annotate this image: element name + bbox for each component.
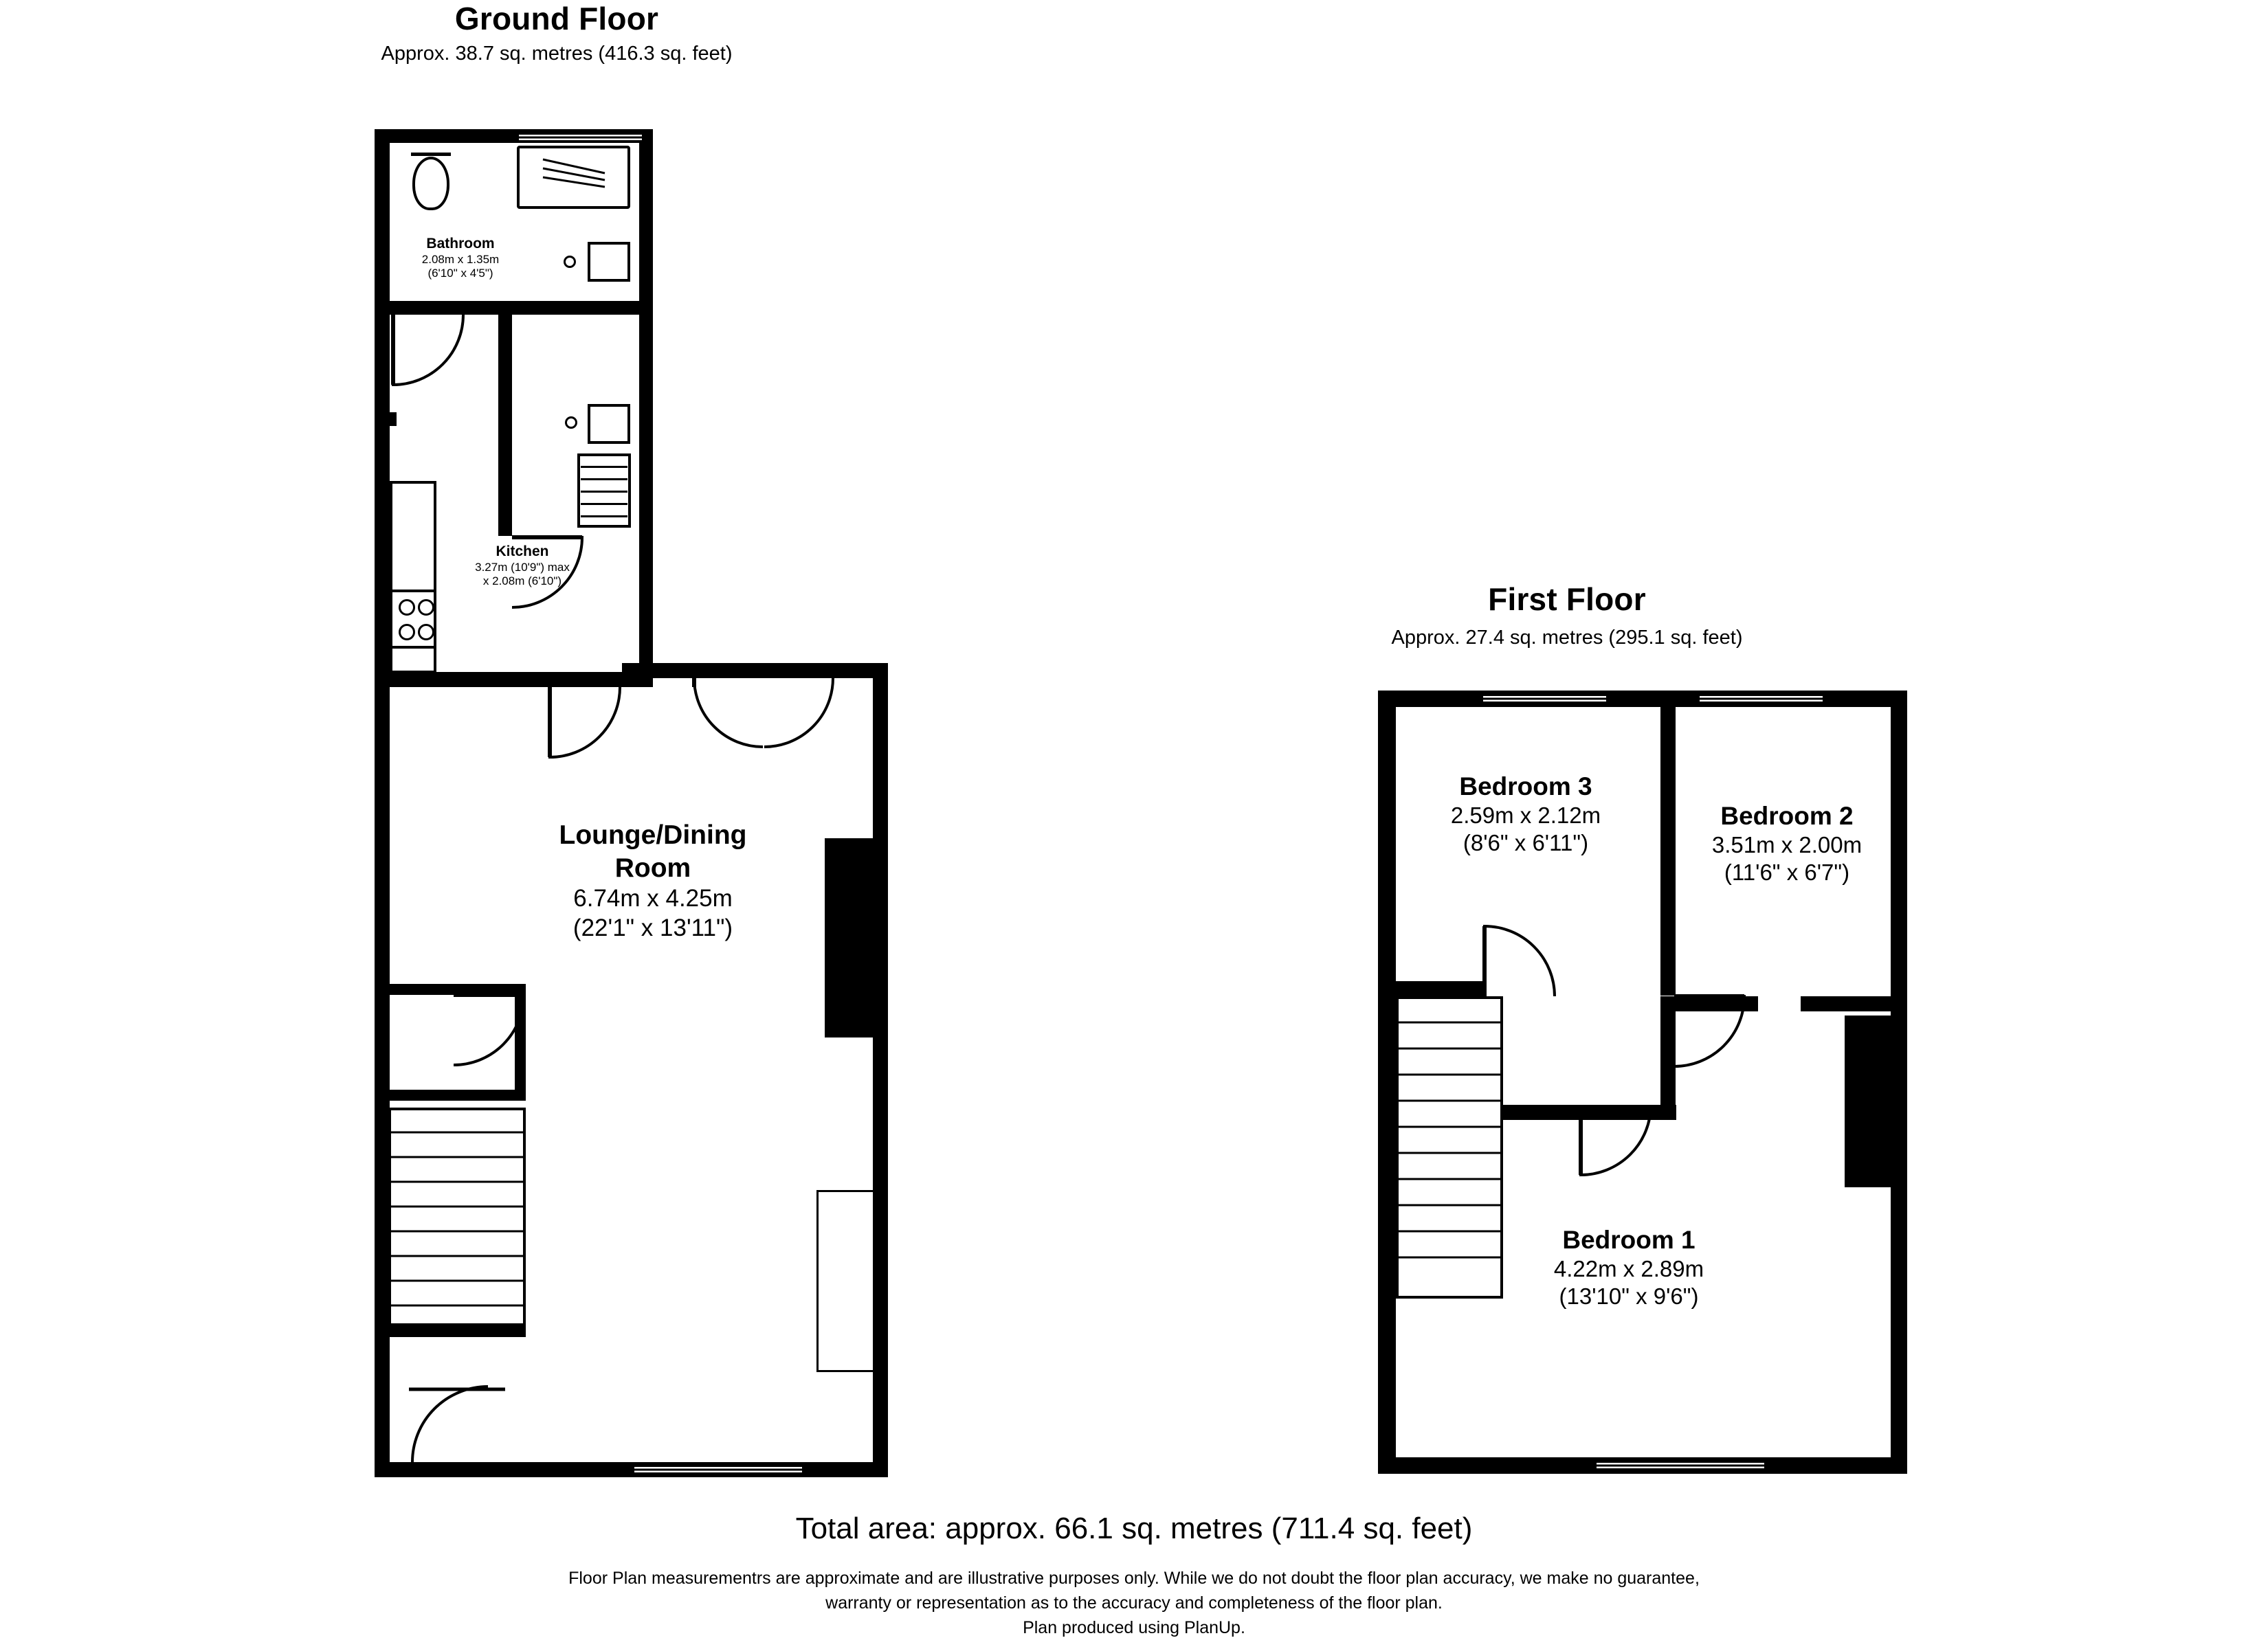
chimney-breast-lounge xyxy=(825,838,874,1037)
appliance-line-4 xyxy=(581,503,627,505)
room-dim-bedroom-1-imperial: (13'10" x 9'6") xyxy=(1559,1283,1699,1310)
room-label-bathroom xyxy=(357,235,564,280)
total-area-text: Total area: approx. 66.1 sq. metres (711.4 sq. feet) xyxy=(795,1512,1473,1545)
room-name-bedroom-2: Bedroom 2 xyxy=(1720,802,1854,830)
window-lounge-front xyxy=(632,1465,804,1474)
first-floor-title: First Floor xyxy=(1488,581,1646,617)
wall-kitchen-corner xyxy=(622,663,653,687)
room-dim-bedroom-3-imperial: (8'6" x 6'11") xyxy=(1463,830,1589,856)
room-label-bedroom-2 xyxy=(1649,800,1924,887)
room-dim-bedroom-1-metric: 4.22m x 2.89m xyxy=(1553,1256,1704,1282)
appliance-line-1 xyxy=(581,466,627,468)
wall-bathroom-hall-v xyxy=(498,301,512,445)
room-label-bedroom-1 xyxy=(1450,1224,1808,1311)
wall-landing-bed1 xyxy=(1503,1105,1676,1120)
wc-icon xyxy=(412,157,449,210)
window-bedroom-2 xyxy=(1698,694,1825,704)
sofa-lounge-icon xyxy=(816,1190,875,1372)
wall-gf-right-kitchen xyxy=(639,474,653,680)
room-dim-bedroom-3-metric: 2.59m x 2.12m xyxy=(1450,803,1601,829)
room-name-bedroom-1: Bedroom 1 xyxy=(1562,1226,1696,1254)
room-label-kitchen xyxy=(419,543,625,588)
room-dim-bathroom-imperial: (6'10" x 4'5") xyxy=(427,266,493,280)
room-label-bedroom-3 xyxy=(1375,771,1677,857)
room-label-lounge-dining xyxy=(481,819,825,943)
room-name-kitchen: Kitchen xyxy=(496,543,549,559)
disclaimer-line-2: warranty or representation as to the accuracy and completeness of the floor plan. xyxy=(825,1593,1443,1613)
hob-ring-4 xyxy=(418,624,434,640)
room-dim-kitchen-metric: 3.27m (10'9") max xyxy=(475,560,570,574)
sink-tap-icon xyxy=(565,416,577,429)
hob-ring-3 xyxy=(399,624,415,640)
staircase-ground xyxy=(388,1108,526,1326)
room-dim-lounge-metric: 6.74m x 4.25m xyxy=(573,885,733,912)
wall-stair-alcove-top xyxy=(375,984,526,995)
wall-gf-right-lounge xyxy=(873,663,888,1477)
wall-hall-left-stub xyxy=(375,412,390,426)
basin-tap-icon xyxy=(564,256,576,268)
basin-bathroom-icon xyxy=(588,242,630,282)
window-bedroom-3 xyxy=(1481,694,1608,704)
wall-bed2-bottom-left xyxy=(1676,996,1758,1011)
hob-ring-2 xyxy=(418,599,434,616)
room-name-lounge-line1: Lounge/Dining xyxy=(559,820,747,850)
window-bathroom xyxy=(517,133,644,142)
room-dim-bathroom-metric: 2.08m x 1.35m xyxy=(421,252,500,266)
wall-hall-left-stub2 xyxy=(388,412,397,426)
first-floor-subtitle: Approx. 27.4 sq. metres (295.1 sq. feet) xyxy=(1391,627,1743,649)
room-dim-kitchen-imperial: x 2.08m (6'10") xyxy=(482,574,562,587)
wall-gf-left xyxy=(375,129,390,1477)
wall-kitchen-partition xyxy=(498,426,512,536)
room-name-bathroom: Bathroom xyxy=(426,236,495,251)
room-dim-bedroom-2-metric: 3.51m x 2.00m xyxy=(1711,832,1863,858)
disclaimer-line-1: Floor Plan measurementrs are approximate and are illustrative purposes only. While we do not doubt the floor plan accuracy, we make no guarantee, xyxy=(568,1569,1700,1588)
wall-landing-right xyxy=(1660,996,1676,1120)
wall-stair-foot xyxy=(375,1326,526,1337)
wc-cistern-line xyxy=(411,153,451,156)
room-name-lounge-line2: Room xyxy=(614,853,691,883)
chimney-breast-bed1 xyxy=(1845,1016,1893,1187)
wall-bathroom-bottom-left xyxy=(375,301,498,315)
wall-gf-right-mid xyxy=(639,330,653,474)
wall-bed3-bottom xyxy=(1396,981,1485,996)
wall-lounge-bottom xyxy=(375,1462,888,1477)
disclaimer-line-3: Plan produced using PlanUp. xyxy=(1023,1618,1245,1637)
appliance-line-2 xyxy=(581,478,627,480)
wall-bathroom-bottom-right xyxy=(498,301,653,315)
wall-stair-alcove-bottom xyxy=(388,1090,526,1101)
appliance-line-5 xyxy=(581,515,627,517)
ground-floor-subtitle: Approx. 38.7 sq. metres (416.3 sq. feet) xyxy=(381,43,733,65)
room-dim-bedroom-2-imperial: (11'6" x 6'7") xyxy=(1724,860,1850,886)
wall-ff-top xyxy=(1378,691,1907,707)
wall-kitchen-bottom-2 xyxy=(533,672,622,687)
sink-kitchen-icon xyxy=(588,404,630,444)
hob-ring-1 xyxy=(399,599,415,616)
hob-icon xyxy=(390,590,436,649)
room-dim-lounge-imperial: (22'1" x 13'11") xyxy=(572,914,733,941)
wall-stair-alcove-v xyxy=(515,984,526,1101)
wall-kitchen-bottom xyxy=(375,672,533,687)
wall-lounge-top xyxy=(653,663,887,678)
window-bedroom-1 xyxy=(1594,1461,1766,1470)
room-name-bedroom-3: Bedroom 3 xyxy=(1459,772,1592,800)
bathtub-icon xyxy=(517,146,630,209)
appliance-line-3 xyxy=(581,491,627,493)
ground-floor-title: Ground Floor xyxy=(454,1,659,36)
wall-bed2-bottom xyxy=(1801,996,1907,1011)
wall-gf-right-upper xyxy=(639,129,653,309)
